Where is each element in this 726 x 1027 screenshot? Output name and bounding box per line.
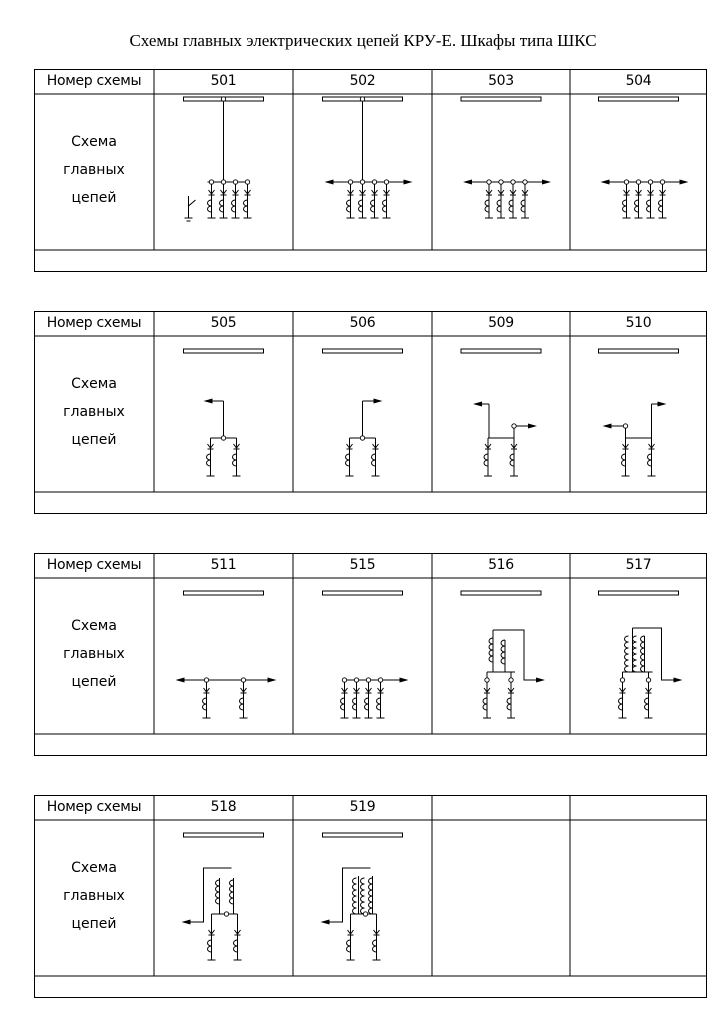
scheme-number: 503 [488,73,514,89]
scheme-number: 519 [349,799,376,815]
circuit-diagram [461,591,545,718]
scheme-number: 509 [488,315,514,331]
scheme-number: 505 [210,315,237,331]
row-label-line: цепей [71,190,117,206]
circuit-diagram [461,97,551,218]
row-label-line: Схема [71,376,117,392]
circuit-diagram [461,349,541,476]
scheme-number: 506 [349,315,376,331]
row-label-line: главных [63,888,125,904]
row-label-line: цепей [71,916,117,932]
row-label-line: цепей [71,674,117,690]
circuit-diagram [323,591,409,718]
row-label [34,128,154,212]
scheme-number [432,795,570,820]
page-title: Схемы главных электрических цепей КРУ-Е. Шкафы типа ШКС [129,31,597,50]
scheme-number: 502 [349,73,376,89]
scheme-number: 517 [625,557,652,573]
row-label [34,370,154,454]
circuit-diagram [599,97,689,218]
scheme-number: 510 [625,315,652,331]
circuit-diagram [321,833,403,960]
scheme-table [34,69,707,272]
header-label: Номер схемы [46,315,142,331]
circuit-diagram [323,97,413,218]
scheme-table [34,795,707,998]
scheme-table [34,311,707,514]
scheme-number: 504 [625,73,652,89]
header-label: Номер схемы [46,799,142,815]
row-label-line: Схема [71,860,117,876]
row-label [34,612,154,696]
scheme-table [34,553,707,756]
row-label-line: Схема [71,618,117,634]
circuit-diagram [323,349,403,476]
scheme-number: 511 [210,557,237,573]
header-label: Номер схемы [46,73,142,89]
header-label: Номер схемы [46,557,142,573]
row-label [34,854,154,938]
scheme-number: 515 [349,557,376,573]
scheme-number [570,795,707,820]
scheme-number: 516 [488,557,514,573]
circuit-diagram [176,591,277,718]
circuit-diagram [599,591,683,718]
circuit-diagram [182,833,264,960]
circuit-diagram [184,97,264,221]
scheme-number: 501 [210,73,237,89]
row-label-line: главных [63,646,125,662]
circuit-diagram [599,349,679,476]
row-label-line: Схема [71,134,117,150]
circuit-diagram [184,349,264,476]
scheme-number: 518 [210,799,237,815]
row-label-line: главных [63,162,125,178]
row-label-line: цепей [71,432,117,448]
row-label-line: главных [63,404,125,420]
